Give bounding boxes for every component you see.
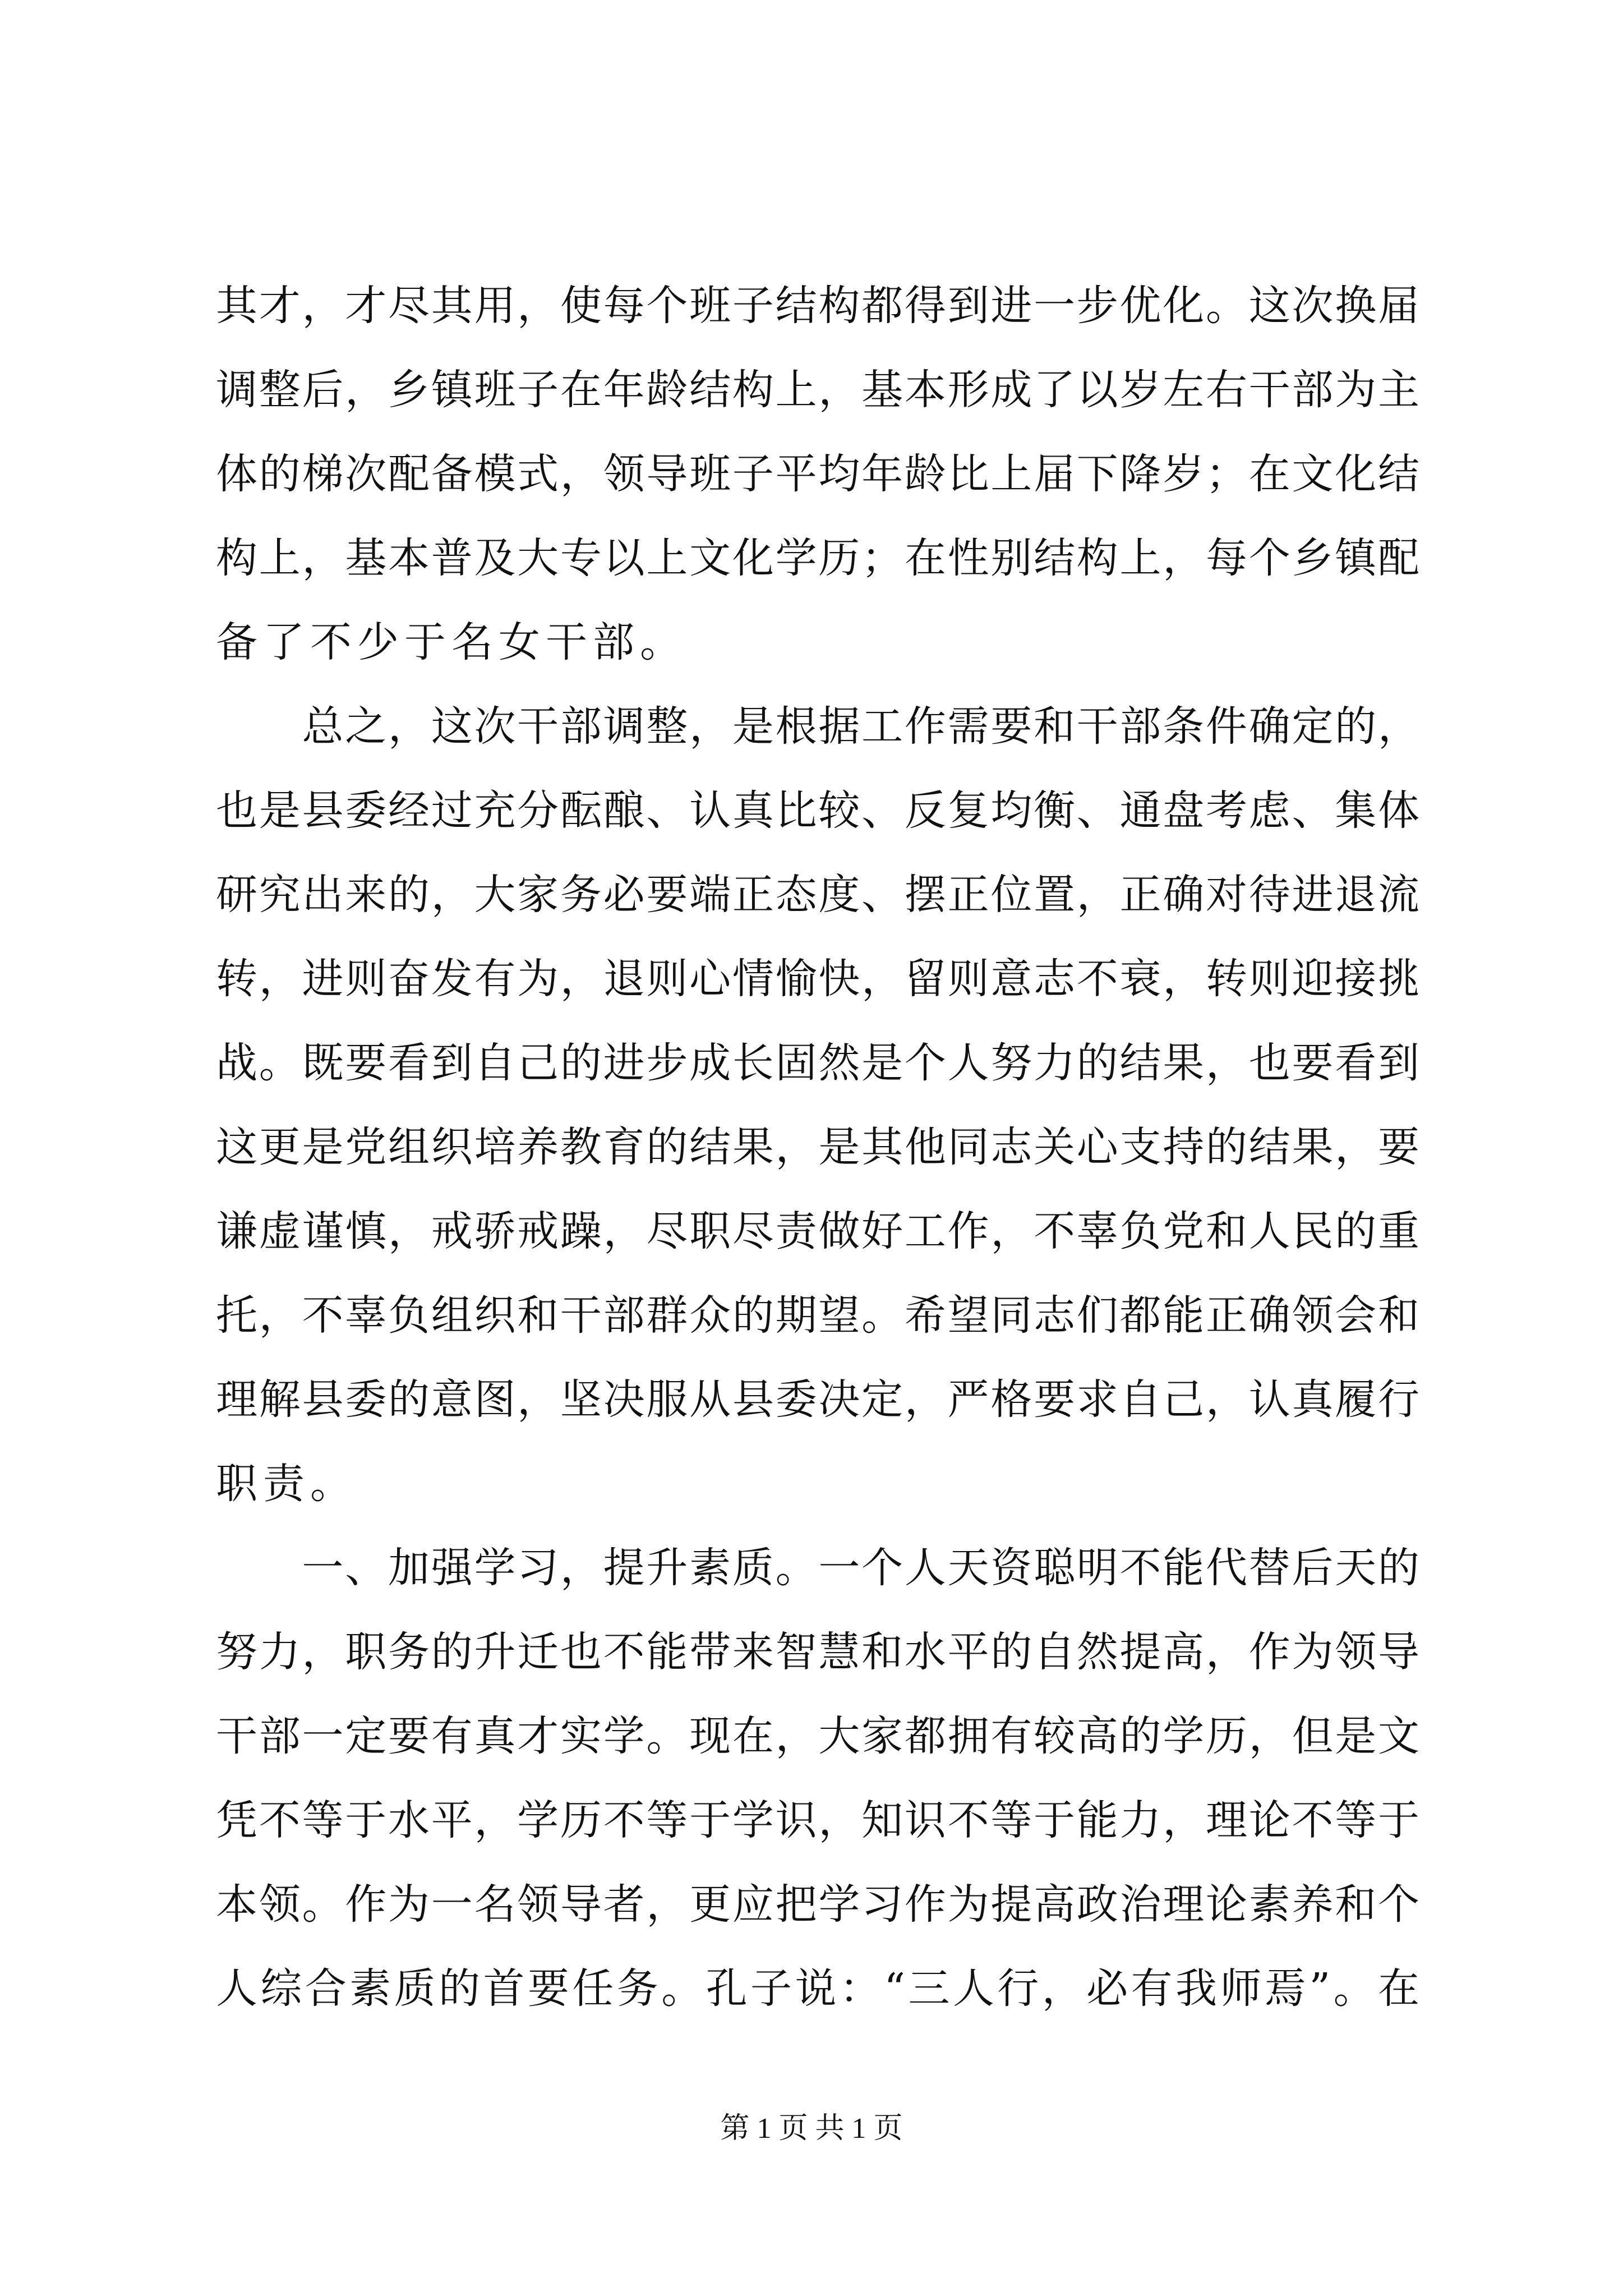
text-line: 这更是党组织培养教育的结果，是其他同志关心支持的结果，要: [216, 1123, 1419, 1171]
text-line: 谦虚谨慎，戒骄戒躁，尽职尽责做好工作，不辜负党和人民的重: [216, 1207, 1419, 1255]
text-line: 本领。作为一名领导者，更应把学习作为提高政治理论素养和个: [216, 1880, 1419, 1929]
document-body: [216, 264, 1419, 2031]
text-line: 总之，这次干部调整，是根据工作需要和干部条件确定的，: [216, 702, 1419, 751]
text-line: 调整后，乡镇班子在年龄结构上，基本形成了以岁左右干部为主: [216, 366, 1419, 414]
text-line: 职责。: [216, 1460, 357, 1508]
text-line: 凭不等于水平，学历不等于学识，知识不等于能力，理论不等于: [216, 1796, 1419, 1844]
text-line: 也是县委经过充分酝酿、认真比较、反复均衡、通盘考虑、集体: [216, 786, 1419, 835]
text-line: 战。既要看到自己的进步成长固然是个人努力的结果，也要看到: [216, 1039, 1419, 1087]
text-line: 构上，基本普及大专以上文化学历；在性别结构上，每个乡镇配: [216, 534, 1419, 582]
text-line: 备了不少于名女干部。: [216, 618, 687, 666]
page-footer: 第 1 页 共 1 页: [720, 2113, 903, 2145]
text-line: 人综合素质的首要任务。孔子说：“三人行，必有我师焉”。在: [216, 1964, 1419, 2013]
text-line: 托，不辜负组织和干部群众的期望。希望同志们都能正确领会和: [216, 1291, 1419, 1340]
text-line: 干部一定要有真才实学。现在，大家都拥有较高的学历，但是文: [216, 1712, 1419, 1760]
text-line: 一、加强学习，提升素质。一个人天资聪明不能代替后天的: [216, 1544, 1419, 1592]
text-line: 理解县委的意图，坚决服从县委决定，严格要求自己，认真履行: [216, 1375, 1419, 1424]
text-line: 努力，职务的升迁也不能带来智慧和水平的自然提高，作为领导: [216, 1628, 1419, 1676]
text-line: 体的梯次配备模式，领导班子平均年龄比上届下降岁；在文化结: [216, 450, 1419, 498]
text-line: 转，进则奋发有为，退则心情愉快，留则意志不衰，转则迎接挑: [216, 955, 1419, 1003]
text-line: 研究出来的，大家务必要端正态度、摆正位置，正确对待进退流: [216, 871, 1419, 919]
text-line: 其才，才尽其用，使每个班子结构都得到进一步优化。这次换届: [216, 282, 1419, 330]
